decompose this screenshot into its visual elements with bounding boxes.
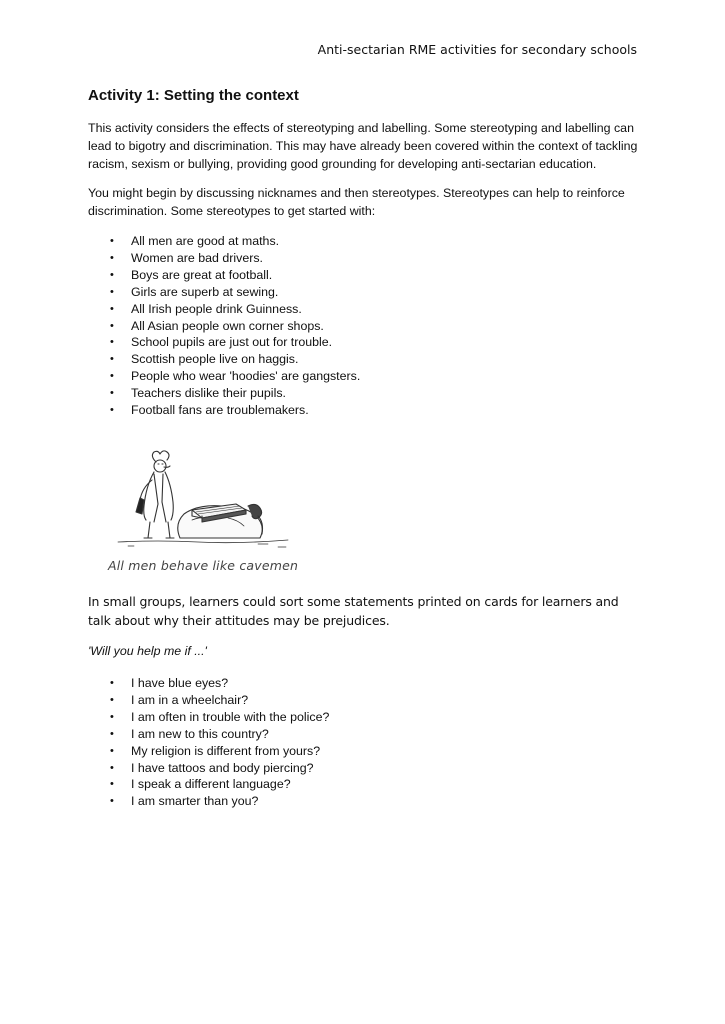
list-item: • Teachers dislike their pupils. — [110, 386, 286, 401]
bullet-icon: • — [110, 795, 114, 808]
list-item: • All Irish people drink Guinness. — [110, 301, 302, 316]
list-item: • Girls are superb at sewing. — [110, 284, 279, 299]
bullet-icon: • — [110, 285, 114, 298]
bullet-icon: • — [110, 268, 114, 281]
running-header: Anti-sectarian RME activities for secondary schools — [317, 42, 637, 57]
list-item: • I am smarter than you? — [110, 794, 259, 809]
list-item: • School pupils are just out for trouble. — [110, 335, 333, 350]
bullet-icon: • — [110, 761, 114, 774]
stereotype-list — [88, 233, 640, 419]
bullet-icon: • — [110, 336, 114, 349]
list-item: • Women are bad drivers. — [110, 250, 263, 265]
bullet-icon: • — [110, 778, 114, 791]
group-task-paragraph: In small groups, learners could sort some statements printed on cards for learners and talk about why their attitudes may be prejudices. — [88, 594, 619, 628]
bullet-icon: • — [110, 404, 114, 417]
list-item: • Boys are great at football. — [110, 267, 273, 282]
list-item: • Scottish people live on haggis. — [110, 352, 299, 367]
list-item: • I am often in trouble with the police? — [110, 709, 330, 724]
statement-list — [88, 675, 640, 810]
bullet-icon: • — [110, 353, 114, 366]
intro-paragraph: This activity considers the effects of stereotyping and labelling. Some stereotyping and labelling can lead to bigotry and discrimination. This may have already been covered within the context of tackling racism, sexism or bullying, providing good grounding for developing anti-sectarian education. — [88, 121, 638, 171]
lead-in-paragraph: You might begin by discussing nicknames and then stereotypes. Stereotypes can help to reinforce discrimination. Some stereotypes to get started with: — [88, 186, 625, 218]
list-item: • I have tattoos and body piercing? — [110, 760, 314, 775]
list-item: • People who wear 'hoodies' are gangsters. — [110, 369, 361, 384]
bullet-icon: • — [110, 235, 114, 247]
bullet-icon: • — [110, 387, 114, 400]
list-item: • I am new to this country? — [110, 726, 269, 741]
main-content — [88, 86, 640, 419]
list-item: • I have blue eyes? — [110, 676, 229, 690]
bullet-icon: • — [110, 370, 114, 383]
bullet-icon: • — [110, 677, 114, 689]
bullet-icon: • — [110, 710, 114, 723]
bullet-icon: • — [110, 319, 114, 332]
activity-title: Activity 1: Setting the context — [88, 87, 299, 104]
list-item: • Football fans are troublemakers. — [110, 403, 309, 418]
list-item: • All Asian people own corner shops. — [110, 318, 324, 333]
illustration-caption: All men behave like cavemen — [108, 558, 299, 573]
prompt-question: 'Will you help me if ...' — [88, 644, 207, 658]
list-item: • I am in a wheelchair? — [110, 692, 249, 707]
bullet-icon: • — [110, 302, 114, 315]
bullet-icon: • — [110, 744, 114, 757]
list-item: • My religion is different from yours? — [110, 743, 321, 758]
bullet-icon: • — [110, 693, 114, 706]
bullet-icon: • — [110, 251, 114, 264]
second-section — [88, 592, 640, 810]
bullet-icon: • — [110, 727, 114, 740]
list-item: • All men are good at maths. — [110, 234, 280, 248]
list-item: • I speak a different language? — [110, 777, 291, 792]
